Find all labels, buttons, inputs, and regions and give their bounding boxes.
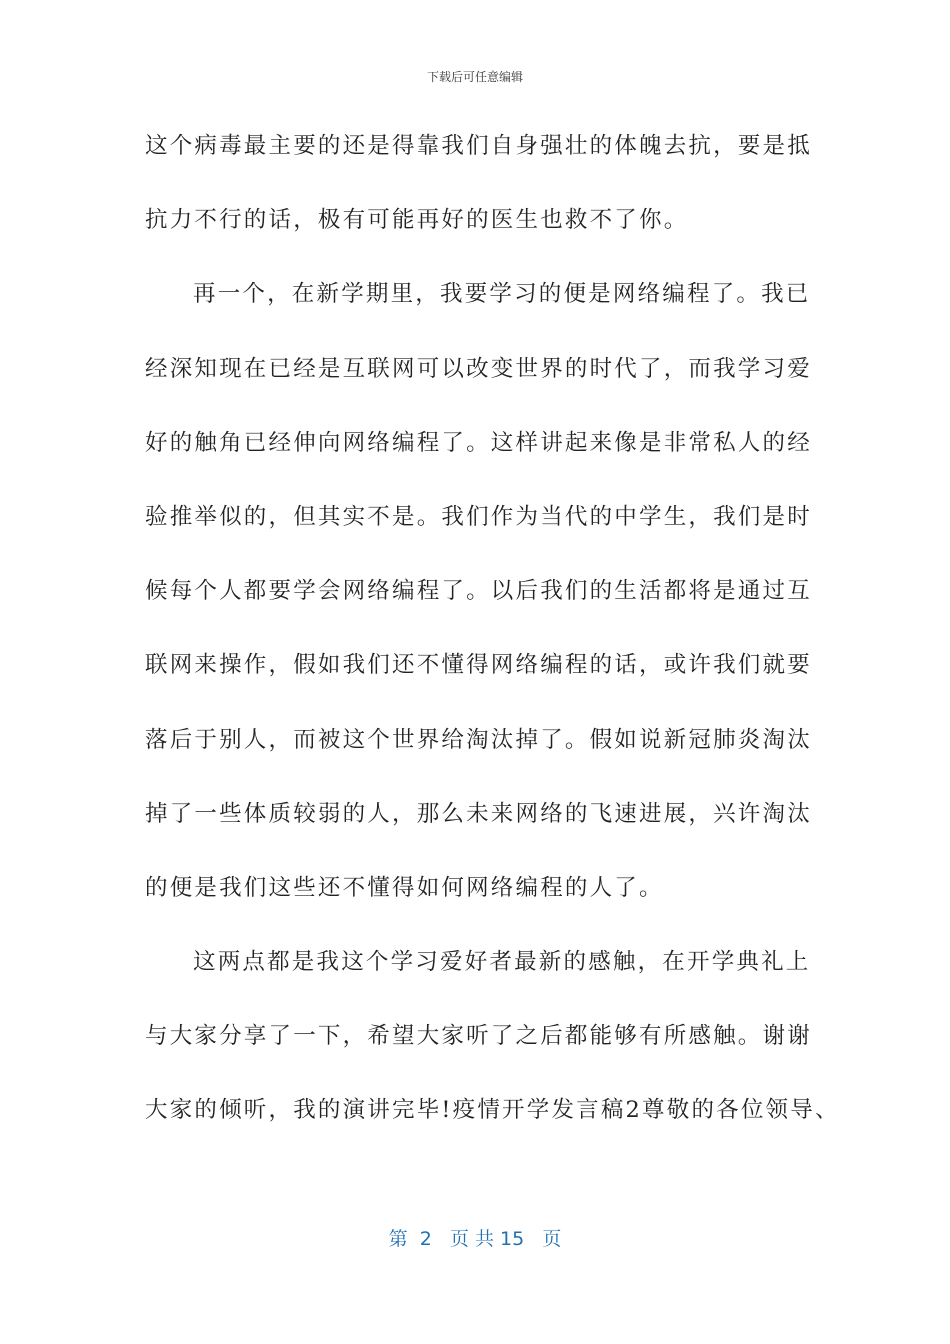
text-line: 经深知现在已经是互联网可以改变世界的时代了，而我学习爱 <box>145 355 812 382</box>
page-header: 下载后可任意编辑 <box>426 70 523 84</box>
text-line: 大家的倾听，我的演讲完毕!疫情开学发言稿2尊敬的各位领导、 <box>145 1097 840 1124</box>
text-line: 这个病毒最主要的还是得靠我们自身强壮的体魄去抗，要是抵 <box>145 133 812 159</box>
text-line: 验推举似的，但其实不是。我们作为当代的中学生，我们是时 <box>145 503 812 530</box>
page-number-footer: 第 2 页 共 15 页 <box>388 1228 562 1250</box>
text-line: 落后于别人，而被这个世界给淘汰掉了。假如说新冠肺炎淘汰 <box>145 726 812 753</box>
text-line: 联网来操作，假如我们还不懂得网络编程的话，或许我们就要 <box>145 652 812 679</box>
text-line: 抗力不行的话，极有可能再好的医生也救不了你。 <box>145 207 689 234</box>
paragraph-start-line: 这两点都是我这个学习爱好者最新的感触，在开学典礼上 <box>193 949 811 976</box>
paragraph-start-line: 再一个，在新学期里，我要学习的便是网络编程了。我已 <box>193 281 811 308</box>
text-line: 与大家分享了一下，希望大家听了之后都能够有所感触。谢谢 <box>145 1023 812 1050</box>
text-line: 的便是我们这些还不懂得如何网络编程的人了。 <box>145 874 664 901</box>
text-line: 好的触角已经伸向网络编程了。这样讲起来像是非常私人的经 <box>145 429 812 456</box>
text-line: 候每个人都要学会网络编程了。以后我们的生活都将是通过互 <box>145 578 812 605</box>
document-body <box>145 118 840 1157</box>
text-line: 掉了一些体质较弱的人，那么未来网络的飞速进展，兴许淘汰 <box>145 800 812 827</box>
